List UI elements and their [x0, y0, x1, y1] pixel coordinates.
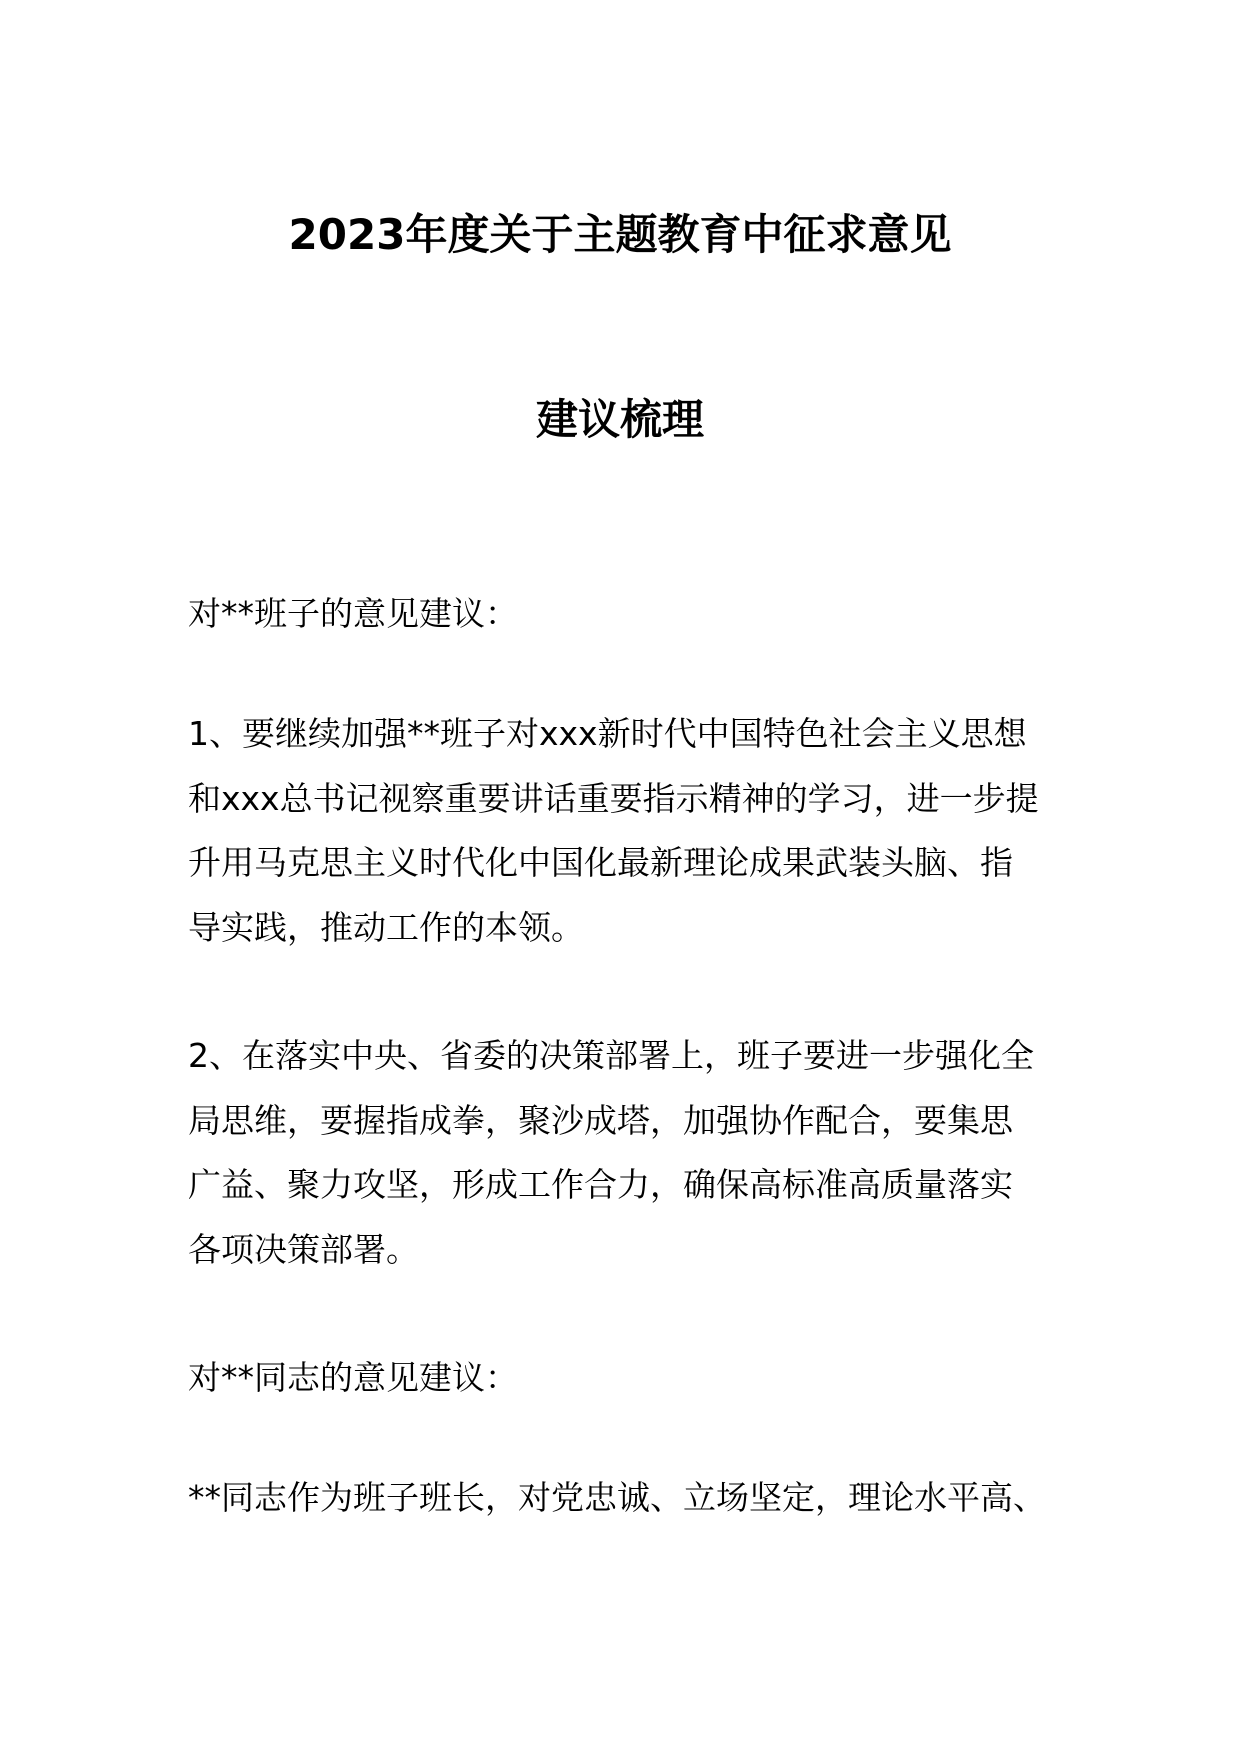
paragraph-line: 2、在落实中央、省委的决策部署上，班子要进一步强化全 [188, 1036, 1034, 1075]
paragraph-line: 1、要继续加强**班子对xxx新时代中国特色社会主义思想 [188, 714, 1027, 753]
document-title-line-1: 2023年度关于主题教育中征求意见 [288, 210, 952, 259]
paragraph-line: 升用马克思主义时代化中国化最新理论成果武装头脑、指 [188, 843, 1013, 882]
paragraph-line: 对**同志的意见建议： [188, 1358, 518, 1397]
paragraph-line: 对**班子的意见建议： [188, 594, 518, 633]
paragraph-line: 广益、聚力攻坚，形成工作合力，确保高标准高质量落实 [188, 1165, 1013, 1204]
document-title-line-2: 建议梳理 [535, 395, 704, 444]
paragraph-line: 局思维，要握指成拳，聚沙成塔，加强协作配合，要集思 [188, 1100, 1013, 1140]
comrade-paragraph [188, 1466, 1068, 1531]
paragraph-line: 导实践，推动工作的本领。 [188, 907, 584, 947]
section-heading-team [188, 582, 1068, 647]
suggestion-paragraph-1 [188, 702, 1068, 960]
paragraph-line: 和xxx总书记视察重要讲话重要指示精神的学习，进一步提 [188, 778, 1039, 818]
paragraph-line: 各项决策部署。 [188, 1229, 419, 1269]
paragraph-line: **同志作为班子班长，对党忠诚、立场坚定，理论水平高、 [188, 1478, 1046, 1517]
suggestion-paragraph-2 [188, 1024, 1068, 1282]
section-heading-comrade [188, 1346, 1068, 1411]
